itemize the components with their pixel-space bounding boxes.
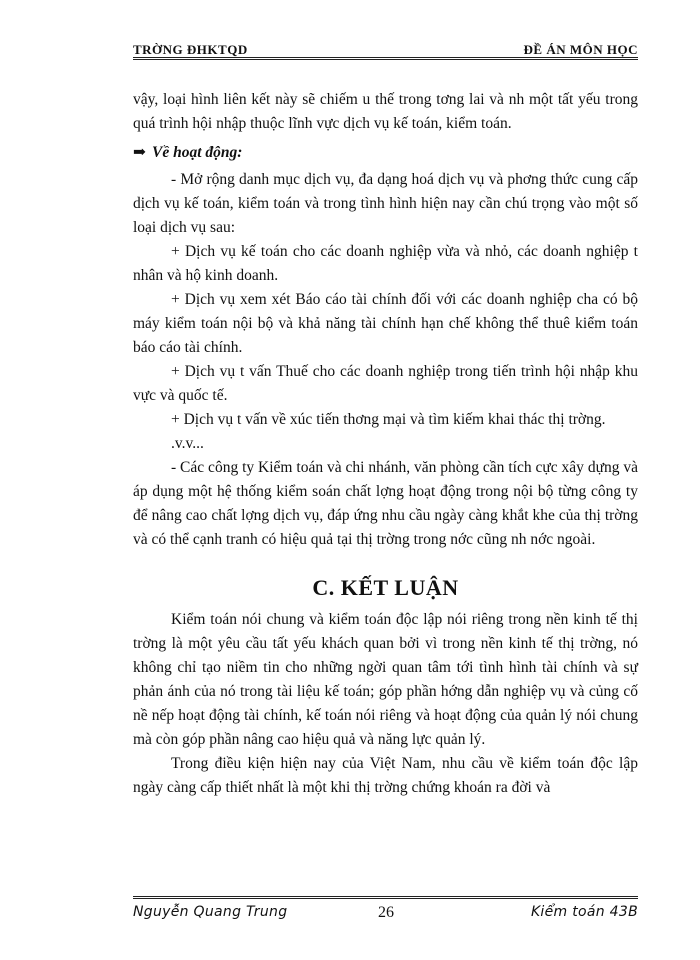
paragraph-quality-control: - Các công ty Kiểm toán và chi nhánh, văn phòng cần tích cực xây dựng và áp dụng một hệ thống kiểm soán chất lợng hoạt động trong nội bộ từng công ty để nâng cao chất lợng dịch vụ, đáp ứng nhu cầu ngày càng khắt khe của thị trờng và có thể cạnh tranh có hiệu quả tại thị trờng trong nớc cũng nh nớc ngoài. [133, 459, 638, 548]
page-footer [133, 896, 638, 926]
section-title-conclusion: C. KẾT LUẬN [312, 575, 459, 600]
footer-author: Nguyễn Quang Trung [133, 904, 288, 920]
header-school: TRỜNG ĐHKTQD [133, 42, 248, 57]
footer-rule [133, 896, 638, 899]
page-header [133, 36, 638, 60]
subheading-activities [133, 141, 638, 165]
paragraph-etc: .v.v... [171, 435, 204, 452]
paragraph-continuation: vậy, loại hình liên kết này sẽ chiếm u thế trong tơng lai và nh một tất yếu trong quá trình hội nhập thuộc lĩnh vực dịch vụ kế toán, kiểm toán. [133, 91, 638, 132]
paragraph-conclusion-2: Trong điều kiện hiện nay của Việt Nam, nhu cầu về kiểm toán độc lập ngày càng cấp thiết nhất là một khi thị trờng chứng khoán ra đời và [133, 755, 638, 796]
paragraph-expand-services: - Mở rộng danh mục dịch vụ, đa dạng hoá dịch vụ và phơng thức cung cấp dịch vụ kế toán, kiểm toán và trong tình hình hiện nay cần chú trọng vào một số loại dịch vụ sau: [133, 171, 638, 236]
arrow-right-icon: ➡ [133, 144, 146, 161]
list-item-trade-consulting: + Dịch vụ t vấn về xúc tiến thơng mại và tìm kiếm khai thác thị trờng. [171, 411, 606, 428]
footer-page-number: 26 [378, 904, 394, 921]
list-item-tax-consulting: + Dịch vụ t vấn Thuế cho các doanh nghiệp trong tiến trình hội nhập khu vực và quốc tế. [133, 363, 638, 404]
list-item-review-service: + Dịch vụ xem xét Báo cáo tài chính đối với các doanh nghiệp cha có bộ máy kiểm toán nội bộ và khả năng tài chính hạn chế không thể thuê kiểm toán báo cáo tài chính. [133, 291, 638, 356]
header-doc-type: ĐỀ ÁN MÔN HỌC [523, 42, 638, 57]
page-body [133, 88, 638, 800]
footer-course: Kiểm toán 43B [530, 904, 638, 920]
subheading-text: Về hoạt động: [152, 144, 243, 161]
paragraph-conclusion-1: Kiểm toán nói chung và kiểm toán độc lập nói riêng trong nền kinh tế thị trờng là một yêu cầu tất yếu khách quan bởi vì trong nền kinh tế thị trờng, nó không chỉ tạo niềm tin cho những ngời quan tâm tới tình hình tài chính và sự phản ánh của nó trong tài liệu kế toán; góp phần hớng dẫn nghiệp vụ và củng cố nề nếp hoạt động tài chính, kế toán nói riêng và hoạt động của quản lý nói chung mà còn góp phần nâng cao hiệu quả và năng lực quản lý. [133, 611, 638, 748]
list-item-accounting-service: + Dịch vụ kế toán cho các doanh nghiệp vừa và nhỏ, các doanh nghiệp t nhân và hộ kinh doanh. [133, 243, 638, 284]
header-rule [133, 57, 638, 60]
